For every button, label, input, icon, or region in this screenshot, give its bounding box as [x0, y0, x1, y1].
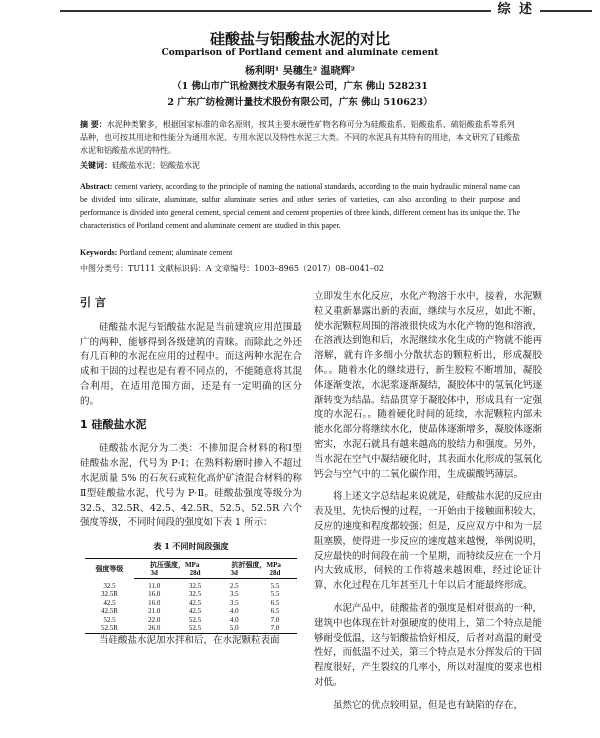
section1-paragraph: 硅酸盐水泥分为二类：不掺加混合材料的称Ⅰ型硅酸盐水泥，代号为 P·Ⅰ；在熟料粉磨时掺入不超过水泥质量 5% 的石灰石或粒化高炉矿渣混合材料的称Ⅱ型硅酸盐水泥，代号为 P·Ⅱ。硅酸盐强度等级分为 32.5、32.5R、42.5、42.5R、52.5、52.5R 六个强度等级，不同时间段的强度如下表 1 所示： — [80, 443, 302, 529]
keywords-en-label: Keywords: — [80, 248, 118, 257]
abstract-en-text: cement variety, according to the principle of naming the national standards, according to the main hydraulic mineral name can be divided into silicate, aluminate, sulfur aluminate series and other series of varieties, can also according to their purpose and performance is divided into general cement, special cement and cement properties of three kinds, different cement has its unique the. The characteristics of Portland cement and aluminate cement are studied in this paper. — [80, 182, 520, 230]
col-header: 3d — [215, 569, 253, 578]
grade-header: 强度等级 — [85, 558, 134, 578]
table-cell: 52.5 — [175, 624, 216, 633]
right-column — [314, 290, 542, 722]
table-cell: 7.0 — [253, 624, 297, 633]
table-row — [85, 616, 297, 625]
classification-line: 中图分类号：TU111 文献标识码：A 文章编号：1003–8965（2017）08–0041–02 — [80, 264, 385, 273]
table-cell: 3.5 — [229, 590, 239, 599]
table-cell: 5.5 — [270, 581, 280, 590]
keywords-en — [80, 248, 520, 257]
right-paragraph-3: 水泥产品中，硅酸盐者的强度是相对很高的一种，建筑中也体现在针对强硬度的使用上，第二个特点是能够耐受低温，这与铝酸盐恰好相反，后者对高温的耐受性好，而低温不过关，第三个特点是水分挥发后的干固程度很好，产生裂纹的几率小，所以对湿度的要求也相对低。 — [314, 602, 543, 688]
abstract-cn — [80, 118, 520, 157]
abstract-en-label: Abstract: — [80, 182, 113, 191]
table-cell: 52.5R — [85, 624, 134, 633]
table-cell: 7.0 — [270, 615, 280, 624]
table-row — [85, 578, 297, 590]
affiliation-1: （1 佛山市广讯检测技术服务有限公司，广东 佛山 528231 — [172, 81, 428, 92]
table-row — [85, 607, 297, 616]
table-cell: 32.5R — [100, 590, 118, 599]
abstract-cn-text: 水泥种类繁多，根据国家标准的命名原则，按其主要水硬性矿物名称可分为硅酸盐系、铝酸盐系、硫铝酸盐系等系列品种，也可按其用途和性能分为通用水泥、专用水泥以及特性水泥三大类。不同的水泥具有其特有的用途，本文研究了硅酸盐水泥和铝酸盐水泥的特性。 — [80, 120, 520, 155]
table-cell: 52.5 — [103, 615, 116, 624]
table-cell: 42.5R — [100, 607, 118, 616]
article-title: 硅酸盐与铝酸盐水泥的对比 — [209, 30, 390, 48]
author-list: 杨利明¹ 吴穗生² 温晓辉² — [244, 66, 356, 77]
table-cell: 5.0 — [215, 624, 253, 633]
table-cell: 3.5 — [229, 598, 239, 607]
table-cell: 42.5 — [103, 598, 116, 607]
keywords-cn-label: 关键词： — [80, 160, 112, 170]
col-header: 28d — [253, 569, 297, 578]
table-cell: 6.5 — [270, 607, 280, 616]
table-cell: 42.5 — [188, 607, 202, 616]
table-cell: 32.5 — [103, 581, 116, 590]
abstract-en — [80, 180, 520, 232]
compressive-header: 抗压强度，MPa — [134, 558, 216, 569]
intro-heading: 引 言 — [80, 296, 106, 309]
section1-heading: 1 硅酸盐水泥 — [80, 417, 147, 431]
table-cell: 4.0 — [229, 607, 239, 616]
keywords-en-text: Portland cement; aluminate cement — [119, 248, 233, 257]
col-header: 3d — [134, 569, 175, 578]
table-cell: 26.0 — [134, 624, 175, 633]
table-row — [85, 624, 297, 633]
table-cell: 32.5 — [188, 590, 202, 599]
table-cell: 52.5 — [188, 615, 202, 624]
right-paragraph-1: 立即发生水化反应，水化产物溶于水中，接着，水泥颗粒又重新暴露出新的表面，继续与水反应，如此不断，使水泥颗粒周围的溶液很快成为水化产物的饱和溶液，在溶液达到饱和后，水泥继续水化生成的产物就不能再溶解，就有许多细小分散状态的颗粒析出，形成凝胶体。。随着水化的继续进行，新生胶粒不断增加，凝胶体逐渐变浓，水泥浆逐渐凝结，凝胶体中的氢氧化钙逐渐转变为结晶。结晶贯穿于凝胶体中，形成具有一定强度的水泥石。。随着硬化时间的延续，水泥颗粒内部未能水化部分将继续水化，使晶体逐渐增多，凝胶体逐渐密实，水泥石就具有越来越高的胶结力和强度。另外，当水泥在空气中凝结硬化时，其表面水化形成的氢氧化钙会与空气中的二氧化碳作用，生成碳酸钙薄层。 — [314, 291, 543, 480]
table-cell: 21.0 — [148, 607, 161, 616]
strength-table — [85, 558, 297, 634]
intro-paragraph: 硅酸盐水泥与铝酸盐水泥是当前建筑应用范围最广的两种，能够得到各级建筑的青睐。而除此之外还有几百种的水泥在应用的过程中。而这两种水泥在合成和干固的过程也是有着不同点的，不能随意将其混合利用，在适用范围方面，还是有一定明确的区分的。 — [80, 321, 302, 407]
flexural-header: 抗折强度，MPa — [215, 558, 297, 569]
table-cell: 22.0 — [148, 615, 161, 624]
table-cell: 4.0 — [229, 615, 239, 624]
article-title-en: Comparison of Portland cement and aluminate cement — [161, 48, 439, 58]
table-cell: 11.0 — [148, 581, 161, 590]
right-paragraph-4: 虽然它的优点较明显，但是也有缺陷的存在， — [333, 699, 524, 711]
table-row — [85, 599, 297, 608]
table-cell: 32.5 — [188, 581, 202, 590]
affiliation-2: 2 广东广纺检测计量技术股份有限公司，广东 佛山 510623） — [167, 97, 433, 108]
right-paragraph-2: 将上述文字总结起来说就是，硅酸盐水泥的反应由表及里，先快后慢的过程，一开始由于接触面积较大，反应的速度和程度都较强；但是，反应双方中和为一层阻塞膜，使得进一步反应的速度越来越慢，举例说明，反应最快的时间段在前一个星期，而特续反应在一个月内大致成形，伺候的工作将越来越困难，经过论证计算，水化过程在几年甚至几十年以后才能最终形成。 — [314, 491, 543, 592]
keywords-cn — [80, 160, 520, 171]
page-header — [0, 0, 600, 17]
table-cell: 42.5 — [188, 598, 202, 607]
table-cell: 5.5 — [270, 590, 280, 599]
section-tag: 综 述 — [491, 0, 540, 17]
table-cell: 6.5 — [270, 598, 280, 607]
left-last-line: 当硅酸盐水泥加水拌和后，在水泥颗粒表面 — [99, 634, 280, 646]
keywords-cn-text: 硅酸盐水泥；铝酸盐水泥 — [112, 161, 200, 170]
table1-caption: 表 1 不同时间段强度 — [153, 541, 229, 552]
table-cell: 16.0 — [148, 590, 161, 599]
abstract-cn-label: 摘 要： — [80, 119, 107, 129]
table-cell: 2.5 — [229, 581, 239, 590]
table-row — [85, 590, 297, 599]
left-column — [80, 290, 302, 657]
col-header: 28d — [175, 569, 216, 578]
table-cell: 16.0 — [148, 598, 161, 607]
